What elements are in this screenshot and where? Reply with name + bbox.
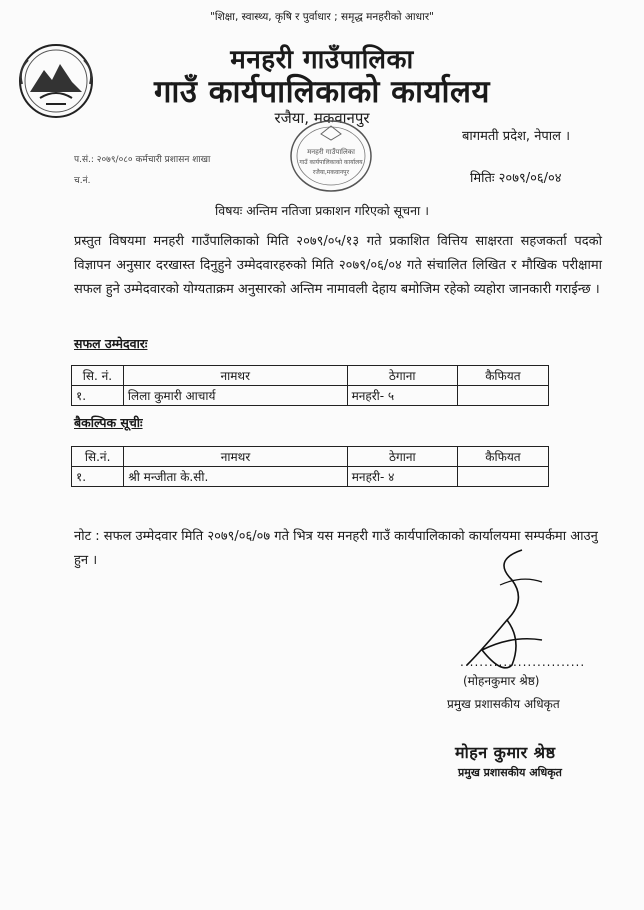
notice-body: प्रस्तुत विषयमा मनहरी गाउँपालिकाको मिति २०७९/०५/१३ गते प्रकाशित वित्तिय साक्षरता सहजकर्ता पदको विज्ञापन अनुसार दरखास्त दिनुहुने उम्मेदवारहरुको मिति २०७९/०६/०४ गते संचालित लिखित र मौखिक परीक्षामा सफल हुने उम्मेदवारको योग्यताक्रम अनुसारको अन्तिम नामावली देहाय बमोजिम रहेको व्यहोरा जानकारी गराईन्छ ।	[74, 234, 602, 297]
cell-name: श्री मन्जीता के.सी.	[124, 467, 347, 487]
note-text: नोट : सफल उम्मेदवार मिति २०७९/०६/०७ गते भित्र यस मनहरी गाउँ कार्यपालिकाको कार्यालयमा सम्पर्कमा आउनु हुन ।	[74, 529, 598, 568]
office-stamp	[288, 118, 374, 194]
cell-remarks	[457, 386, 548, 406]
svg-text:रजैया,मकवानपुर: रजैया,मकवानपुर	[312, 169, 350, 176]
alternate-table	[71, 446, 549, 487]
cell-serial: १.	[72, 386, 124, 406]
table-row	[72, 386, 549, 406]
col-address: ठेगाना	[347, 366, 457, 386]
motto: "शिक्षा, स्वास्थ्य, कृषि र पुर्वाधार ; समृद्ध मनहरीको आधार"	[210, 11, 434, 23]
letter-date: मितिः २०७९/०६/०४	[470, 171, 562, 186]
successful-table	[71, 365, 549, 406]
col-serial: सि. नं.	[72, 366, 124, 386]
cell-name: लिला कुमारी आचार्य	[123, 386, 347, 406]
col-remarks: कैफियत	[457, 447, 548, 467]
cell-remarks	[457, 467, 548, 487]
subject-line: विषयः अन्तिम नतिजा प्रकाशन गरिएको सूचना ।	[215, 203, 429, 218]
col-address: ठेगाना	[347, 447, 457, 467]
province: बागमती प्रदेश, नेपाल ।	[462, 129, 571, 144]
name-seal: मोहन कुमार श्रेष्ठ	[455, 743, 556, 762]
table-header-row	[72, 366, 549, 386]
signature-dotted-line: ..........................	[460, 655, 586, 669]
svg-text:मनहरी गाउँपालिका: मनहरी गाउँपालिका	[307, 148, 355, 156]
signatory-name: (मोहनकुमार श्रेष्ठ)	[463, 674, 540, 688]
table-row	[72, 467, 549, 487]
cell-address: मनहरी- ४	[347, 467, 457, 487]
col-name: नामथर	[124, 447, 347, 467]
org-name: मनहरी गाउँपालिका	[230, 45, 414, 75]
office-address: रजैया, मकवानपुर	[274, 109, 370, 127]
signatory-title: प्रमुख प्रशासकीय अधिकृत	[447, 697, 560, 711]
col-name: नामथर	[123, 366, 347, 386]
svg-text:गाउँ कार्यपालिकाको कार्यालय: गाउँ कार्यपालिकाको कार्यालय	[299, 159, 363, 166]
title-seal: प्रमुख प्रशासकीय अधिकृत	[458, 766, 562, 779]
reference-number: प.सं.: २०७९/०८० कर्मचारी प्रशासन शाखा	[74, 155, 211, 165]
cell-address: मनहरी- ५	[347, 386, 457, 406]
dispatch-number: च.नं.	[74, 176, 91, 186]
alternate-heading: बैकल्पिक सूचीः	[74, 415, 143, 430]
col-remarks: कैफियत	[457, 366, 548, 386]
col-serial: सि.नं.	[72, 447, 124, 467]
successful-heading: सफल उम्मेदवारः	[74, 336, 148, 351]
office-name: गाउँ कार्यपालिकाको कार्यालय	[153, 74, 491, 110]
table-header-row	[72, 447, 549, 467]
cell-serial: १.	[72, 467, 124, 487]
